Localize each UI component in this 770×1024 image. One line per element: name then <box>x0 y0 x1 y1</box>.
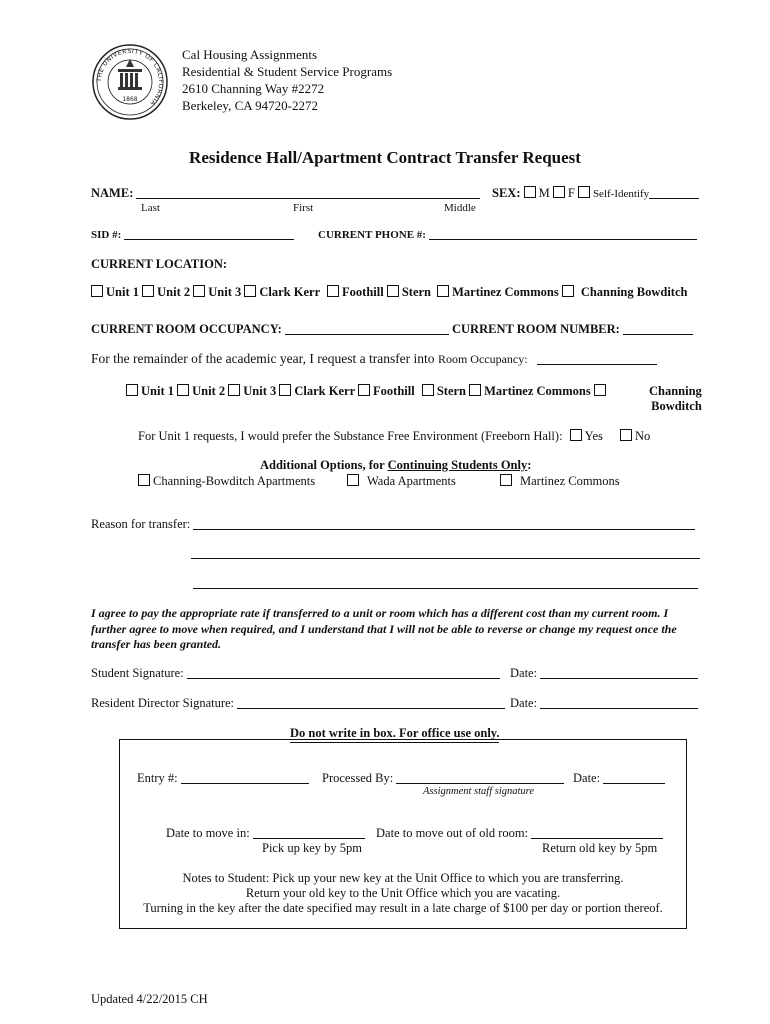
option-label: Unit 2 <box>192 384 226 398</box>
current-option-martinez[interactable] <box>437 285 559 299</box>
current-location-options <box>91 285 687 300</box>
name-row <box>91 186 480 201</box>
checkbox[interactable] <box>126 384 138 396</box>
current-location-label: CURRENT LOCATION: <box>91 257 228 271</box>
additional-heading <box>260 458 531 473</box>
seal-year: 1868 <box>122 96 138 103</box>
sex-self-checkbox[interactable] <box>578 186 590 198</box>
occupancy-label: CURRENT ROOM OCCUPANCY: <box>91 322 282 336</box>
checkbox[interactable] <box>327 285 339 297</box>
entry-field[interactable] <box>181 783 309 784</box>
current-option-unit2[interactable] <box>142 285 190 299</box>
director-date-field[interactable] <box>540 708 698 709</box>
substance-no-checkbox[interactable] <box>620 429 632 441</box>
address-line: Berkeley, CA 94720-2272 <box>182 98 318 113</box>
address-line: Residential & Student Service Programs <box>182 64 393 79</box>
substance-free-text: For Unit 1 requests, I would prefer the Substance Free Environment (Freeborn Hall): <box>138 429 563 443</box>
checkbox[interactable] <box>138 474 150 486</box>
page-title: Residence Hall/Apartment Contract Transfer Request <box>189 148 581 167</box>
request-option-clark-kerr[interactable] <box>279 384 355 398</box>
request-text: For the remainder of the academic year, I request a transfer into <box>91 351 435 366</box>
option-label: Stern <box>401 285 431 299</box>
phone-row <box>318 229 697 241</box>
name-sub-last: Last <box>141 202 160 214</box>
reason-field-1[interactable] <box>193 529 695 530</box>
option-label: Foothill <box>342 285 384 299</box>
room-number-field[interactable] <box>623 334 693 335</box>
additional-heading-text: Additional Options, for <box>260 458 385 472</box>
university-seal-icon <box>91 43 169 121</box>
sid-label: SID #: <box>91 229 122 241</box>
move-in-row <box>166 826 365 841</box>
checkbox[interactable] <box>358 384 370 396</box>
option-label: Martinez Commons <box>484 384 591 398</box>
request-option-unit3[interactable] <box>228 384 276 398</box>
name-field[interactable] <box>136 198 480 199</box>
option-label: Clark Kerr <box>294 384 355 398</box>
sex-self-label: Self-Identify <box>592 188 650 200</box>
request-option-martinez[interactable] <box>469 384 591 398</box>
option-label: Wada Apartments <box>367 474 456 488</box>
option-label: Foothill <box>373 384 415 398</box>
additional-heading-colon: : <box>527 458 532 472</box>
name-sub-middle: Middle <box>444 202 476 214</box>
name-label: NAME: <box>91 186 134 200</box>
option-label: Unit 1 <box>141 384 174 398</box>
continuing-students-text: Continuing Students Only <box>387 458 528 472</box>
checkbox[interactable] <box>228 384 240 396</box>
sex-f-checkbox[interactable] <box>553 186 565 198</box>
request-row <box>91 351 657 367</box>
option-label: Unit 3 <box>243 384 277 398</box>
request-option-unit2[interactable] <box>177 384 225 398</box>
option-label-line: Channing <box>649 384 702 398</box>
student-signature-label: Student Signature: <box>91 666 184 680</box>
director-signature-field[interactable] <box>237 708 505 709</box>
additional-option-channing[interactable] <box>138 474 315 489</box>
option-label: Unit 3 <box>208 285 242 299</box>
current-option-channing[interactable] <box>562 285 688 299</box>
checkbox[interactable] <box>193 285 205 297</box>
substance-yes-label: Yes <box>584 429 603 443</box>
director-date-row <box>510 696 698 711</box>
sex-f-label: F <box>567 186 575 200</box>
current-option-clark-kerr[interactable] <box>244 285 320 299</box>
office-notes <box>119 871 687 916</box>
sex-m-label: M <box>538 186 550 200</box>
student-signature-field[interactable] <box>187 678 500 679</box>
reason-field-3[interactable] <box>193 588 698 589</box>
reason-field-2[interactable] <box>191 558 700 559</box>
sex-row <box>492 186 699 201</box>
student-date-field[interactable] <box>540 678 698 679</box>
note-line: Notes to Student: Pick up your new key at the Unit Office to which you are transferring. <box>182 871 624 885</box>
staff-signature-caption: Assignment staff signature <box>423 786 535 797</box>
sid-row <box>91 229 294 241</box>
checkbox[interactable] <box>244 285 256 297</box>
substance-yes-checkbox[interactable] <box>570 429 582 441</box>
option-label: Stern <box>436 384 466 398</box>
sid-field[interactable] <box>124 239 294 240</box>
note-line: Return your old key to the Unit Office which you are vacating. <box>245 886 561 900</box>
move-in-label: Date to move in: <box>166 826 250 840</box>
current-option-unit1[interactable] <box>91 285 139 299</box>
move-out-label: Date to move out of old room: <box>376 826 529 840</box>
request-options <box>126 384 609 399</box>
reason-label: Reason for transfer: <box>91 517 191 531</box>
option-label-line: Bowditch <box>651 399 702 413</box>
processed-row <box>322 771 564 786</box>
office-date-row <box>573 771 665 786</box>
name-sub-first: First <box>293 202 314 214</box>
checkbox[interactable] <box>91 285 103 297</box>
entry-label: Entry #: <box>137 771 178 785</box>
checkbox[interactable] <box>437 285 449 297</box>
additional-option-wada[interactable] <box>347 474 456 489</box>
sex-m-checkbox[interactable] <box>524 186 536 198</box>
checkbox[interactable] <box>594 384 606 396</box>
option-label: Unit 1 <box>106 285 139 299</box>
student-signature-row <box>91 666 500 681</box>
checkbox[interactable] <box>177 384 189 396</box>
move-in-field[interactable] <box>253 838 365 839</box>
substance-free-row <box>138 429 650 444</box>
phone-label: CURRENT PHONE #: <box>318 229 426 241</box>
move-out-field[interactable] <box>531 838 663 839</box>
footer-updated: Updated 4/22/2015 CH <box>91 992 208 1006</box>
address-block <box>182 46 392 114</box>
additional-option-martinez[interactable] <box>500 474 620 489</box>
self-identify-field[interactable] <box>649 198 699 199</box>
seal-ring-text: THE UNIVERSITY OF CALIFORNIA <box>95 47 165 107</box>
checkbox[interactable] <box>562 285 574 297</box>
checkbox[interactable] <box>422 384 434 396</box>
room-number-label: CURRENT ROOM NUMBER: <box>452 322 620 336</box>
checkbox[interactable] <box>469 384 481 396</box>
request-option-channing-checkbox[interactable] <box>594 384 609 398</box>
office-heading: Do not write in box. For office use only. <box>290 726 499 743</box>
pickup-key-text: Pick up key by 5pm <box>262 841 362 855</box>
director-date-label: Date: <box>510 696 538 710</box>
office-date-field[interactable] <box>603 783 665 784</box>
processed-by-label: Processed By: <box>322 771 394 785</box>
checkbox[interactable] <box>387 285 399 297</box>
option-label: Martinez Commons <box>452 285 559 299</box>
current-option-stern[interactable] <box>387 285 431 299</box>
current-option-unit3[interactable] <box>193 285 241 299</box>
occupancy-field[interactable] <box>285 334 449 335</box>
substance-no-label: No <box>635 429 651 443</box>
checkbox[interactable] <box>500 474 512 486</box>
checkbox[interactable] <box>279 384 291 396</box>
option-label: Channing-Bowditch Apartments <box>153 474 316 488</box>
director-signature-row <box>91 696 505 711</box>
move-out-row <box>376 826 663 841</box>
option-label: Unit 2 <box>157 285 191 299</box>
request-option-channing-label <box>649 384 702 414</box>
request-option-unit1[interactable] <box>126 384 174 398</box>
office-date-label: Date: <box>573 771 601 785</box>
agreement-text: I agree to pay the appropriate rate if transferred to a unit or room which has a different cost than my current room. I further agree to move when required, and I understand that I will not be able to reverse or change my request once the transfer has been granted. <box>91 606 677 651</box>
option-label: Clark Kerr <box>259 285 320 299</box>
note-line: Turning in the key after the date specified may result in a late charge of $100 per day or portion thereof. <box>143 901 663 915</box>
sex-label: SEX: <box>492 186 521 200</box>
return-key-text: Return old key by 5pm <box>542 841 658 855</box>
director-signature-label: Resident Director Signature: <box>91 696 235 710</box>
address-line: Cal Housing Assignments <box>182 47 318 62</box>
checkbox[interactable] <box>347 474 359 486</box>
room-occupancy-label: Room Occupancy: <box>437 352 528 366</box>
processed-by-field[interactable] <box>396 783 564 784</box>
student-date-label: Date: <box>510 666 538 680</box>
request-occupancy-field[interactable] <box>537 364 657 365</box>
occupancy-row <box>91 322 693 337</box>
checkbox[interactable] <box>142 285 154 297</box>
entry-row <box>137 771 309 786</box>
reason-row <box>91 517 695 532</box>
request-option-foothill[interactable] <box>358 384 415 398</box>
student-date-row <box>510 666 698 681</box>
request-option-stern[interactable] <box>422 384 466 398</box>
option-label: Martinez Commons <box>520 474 620 488</box>
current-option-foothill[interactable] <box>327 285 384 299</box>
option-label: Channing Bowditch <box>580 285 688 299</box>
phone-field[interactable] <box>429 239 697 240</box>
address-line: 2610 Channing Way #2272 <box>182 81 325 96</box>
